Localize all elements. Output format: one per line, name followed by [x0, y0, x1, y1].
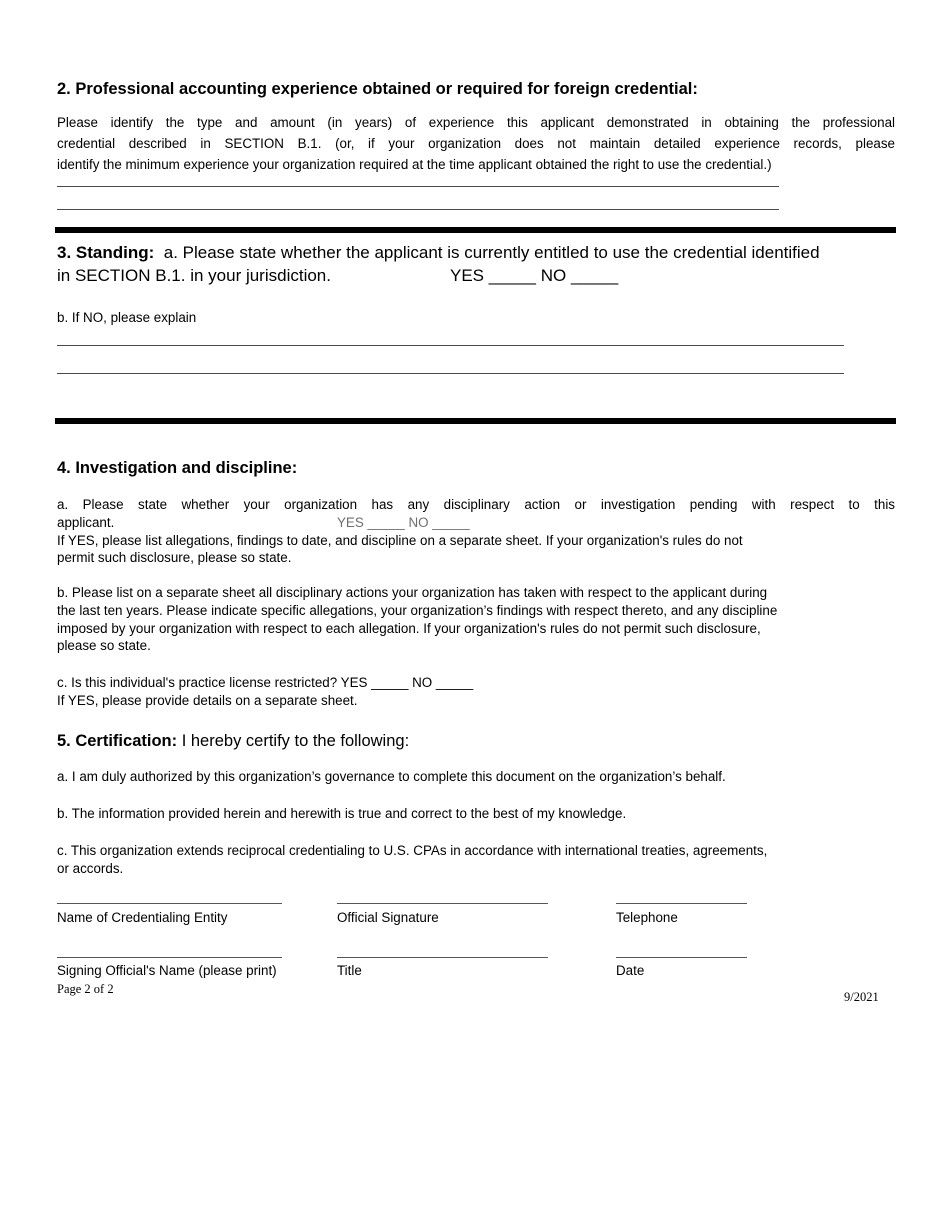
- label-date: Date: [616, 963, 645, 978]
- section-4c: [57, 674, 917, 710]
- section-5-heading: 5. Certification:: [57, 732, 178, 750]
- section-4b-line: please so state.: [57, 638, 151, 654]
- section-4b: [57, 584, 917, 655]
- section-5b: b. The information provided herein and herewith is true and correct to the best of my knowledge.: [57, 806, 627, 821]
- signature-fill-line: [57, 957, 282, 958]
- section-3-question-cont: in SECTION B.1. in your jurisdiction.: [57, 266, 331, 285]
- section-3-line-1: [57, 241, 917, 264]
- section-3-heading: 3. Standing:: [57, 243, 155, 262]
- section-divider-rule: [55, 227, 896, 233]
- section-4c-line: If YES, please provide details on a separate sheet.: [57, 692, 358, 708]
- signature-fill-line: [57, 903, 282, 904]
- signature-fill-line: [337, 957, 548, 958]
- label-official-signature: Official Signature: [337, 910, 439, 925]
- section-2-paragraph-line: credential described in SECTION B.1. (or, if your organization does not maintain detailed experience records, please: [57, 136, 895, 151]
- section-5c-line: c. This organization extends reciprocal credentialing to U.S. CPAs in accordance with international treaties, agreements,: [57, 843, 768, 858]
- section-5-heading-rest: I hereby certify to the following:: [181, 732, 410, 750]
- section-2-heading: 2. Professional accounting experience obtained or required for foreign credential:: [57, 80, 698, 98]
- signature-fill-line: [616, 903, 747, 904]
- section-2-paragraph-line: identify the minimum experience your organization required at the time applicant obtained the right to use the credential.): [57, 157, 772, 172]
- section-4b-line: imposed by your organization with respect to each allegation. If your organization's rules do not permit such disclosure,: [57, 620, 761, 636]
- label-signing-official-name: Signing Official's Name (please print): [57, 963, 277, 978]
- section-2-paragraph: [57, 112, 895, 175]
- signature-fill-line: [337, 903, 548, 904]
- fill-in-line: [57, 345, 844, 346]
- yes-no-blank: YES _____ NO _____: [337, 514, 470, 530]
- section-3: [57, 241, 917, 287]
- section-2-paragraph-line: Please identify the type and amount (in years) of experience this applicant demonstrated in obtaining the professional: [57, 115, 895, 130]
- section-5-heading-row: [57, 731, 409, 751]
- label-title: Title: [337, 963, 362, 978]
- section-divider-rule: [55, 418, 896, 424]
- label-telephone: Telephone: [616, 910, 678, 925]
- section-4a-line: If YES, please list allegations, findings to date, and discipline on a separate sheet. If your organization's rules do not: [57, 532, 743, 548]
- section-4a-line: a. Please state whether your organization has any disciplinary action or investigation pending with respect to this: [57, 497, 895, 512]
- fill-in-line: [57, 373, 844, 374]
- section-5c-line: or accords.: [57, 860, 124, 876]
- section-3-line-2: [57, 264, 917, 287]
- section-4a: [57, 496, 895, 567]
- section-4b-line: the last ten years. Please indicate specific allegations, your organization’s findings with respect thereto, and any discipline: [57, 602, 778, 618]
- fill-in-line: [57, 209, 779, 210]
- section-3b-label: b. If NO, please explain: [57, 310, 197, 325]
- section-4c-line: c. Is this individual's practice license restricted? YES _____ NO _____: [57, 675, 474, 690]
- yes-no-blank: YES _____ NO _____: [450, 266, 619, 285]
- section-4b-line: b. Please list on a separate sheet all disciplinary actions your organization has taken with respect to the applicant during: [57, 585, 768, 600]
- label-name-of-credentialing-entity: Name of Credentialing Entity: [57, 910, 228, 925]
- section-4-heading: 4. Investigation and discipline:: [57, 459, 298, 477]
- section-4a-line: [57, 514, 895, 532]
- section-3-question: a. Please state whether the applicant is currently entitled to use the credential identified: [163, 243, 820, 262]
- signature-fill-line: [616, 957, 747, 958]
- fill-in-line: [57, 186, 779, 187]
- section-5c: [57, 842, 917, 878]
- section-5a: a. I am duly authorized by this organization’s governance to complete this document on the organization’s behalf.: [57, 769, 726, 784]
- page-number: Page 2 of 2: [57, 982, 114, 996]
- section-4a-applicant: applicant.: [57, 514, 115, 530]
- section-4a-line: permit such disclosure, please so state.: [57, 550, 292, 566]
- revision-date: 9/2021: [844, 990, 879, 1004]
